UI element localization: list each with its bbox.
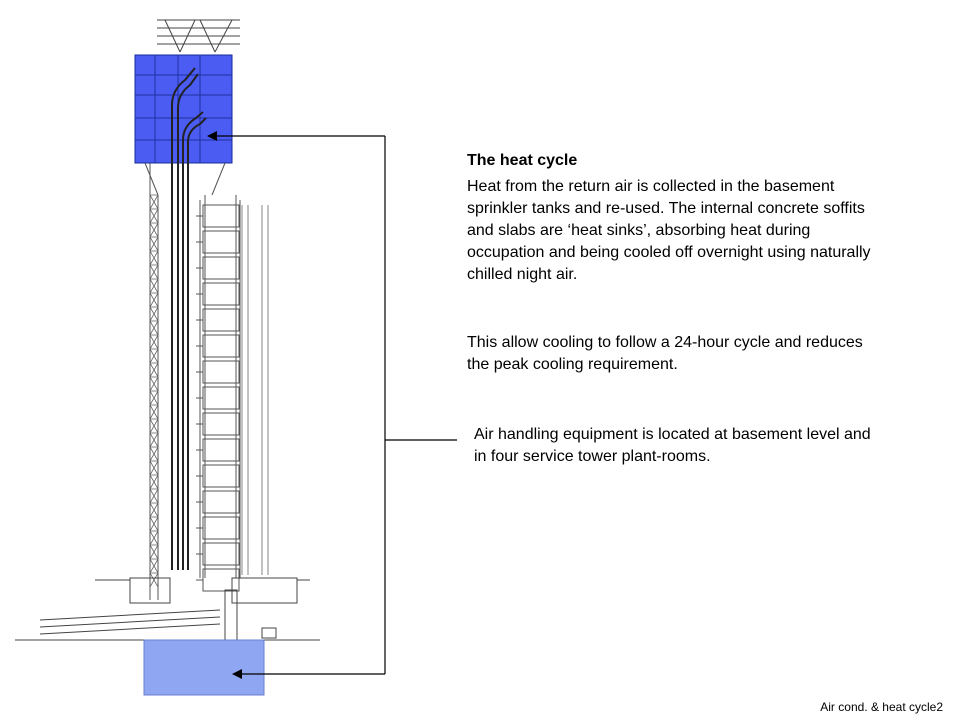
heat-cycle-bracket [210,136,457,674]
roof-crane [157,20,240,52]
air-handling-note: Air handling equipment is located at basement level and in four service tower plant-rooms. [474,426,871,465]
right-columns [242,205,268,575]
office-floors [196,195,240,591]
service-tower-lattice [150,195,158,587]
heat-cycle-title: The heat cycle [467,152,578,169]
basement-tank [144,640,264,695]
base-podium [15,578,320,640]
slide-footer: Air cond. & heat cycle2 [820,700,943,714]
heat-cycle-paragraph: Heat from the return air is collected in the basement sprinkler tanks and re-used. The internal concrete soffits and slabs are ‘heat sinks’, absorbing heat during occupation and being cooled off overnight using naturally chilled night air. [467,178,871,283]
heat-cycle-paragraph-2: This allow cooling to follow a 24-hour cycle and reduces the peak cooling requirement. [467,334,863,373]
tower-taper [145,163,225,600]
